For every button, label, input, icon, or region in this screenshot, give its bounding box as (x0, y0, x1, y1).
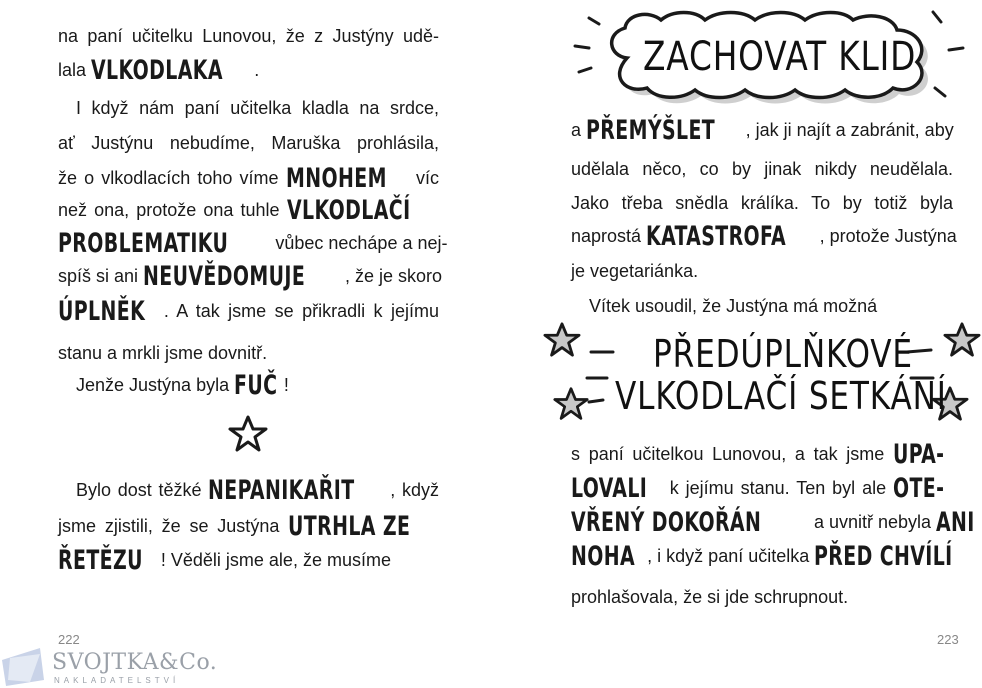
text-run: . A tak jsme se přikradli k jejímu (163, 301, 439, 321)
text-line (76, 476, 439, 505)
text-run: že o vlkodlacích toho víme (58, 168, 286, 188)
handwritten-word: UTRHLA ZE (288, 511, 411, 542)
handwritten-word: NOHA (571, 541, 636, 572)
text-line (571, 474, 953, 503)
text-run: , že je skoro (345, 266, 443, 286)
handwritten-word: MNOHEM (285, 163, 387, 194)
text-line (58, 56, 259, 85)
handwritten-word: NEPANIKAŘIT (208, 475, 355, 506)
text-run: Bylo dost těžké (76, 480, 209, 500)
text-run: , i když paní učitelka (647, 546, 815, 566)
text-run: , protože Justýna (819, 226, 957, 246)
text-run: udělala něco, co by jinak nikdy neudělala. (571, 159, 953, 179)
handwritten-word: NEUVĚDOMUJE (143, 261, 306, 292)
text-run: . (254, 60, 260, 80)
text-run: na paní učitelku Lunovou, že z Justýny udě- (58, 26, 439, 46)
text-line (58, 196, 439, 225)
text-run: ať Justýnu nebudíme, Maruška prohlásila, (58, 133, 439, 153)
text-line (58, 22, 439, 50)
text-line (76, 371, 289, 400)
text-line (571, 189, 953, 217)
handwritten-word: PROBLEMATIKU (58, 228, 229, 259)
publisher-subtitle: NAKLADATELSTVÍ (54, 676, 180, 685)
text-run: Vítek usoudil, že Justýna má možná (589, 296, 878, 316)
star-icon (943, 322, 981, 358)
text-run: než ona, protože ona tuhle (58, 200, 287, 220)
text-run: s paní učitelkou Lunovou, a tak jsme (571, 444, 893, 464)
text-run: , jak ji najít a zabránit, aby (745, 120, 954, 140)
page-number-right: 223 (937, 632, 959, 647)
text-line (571, 507, 975, 538)
text-line (58, 228, 448, 259)
handwritten-word: ANI (936, 507, 975, 538)
star-icon (228, 415, 268, 453)
text-run: víc (408, 168, 439, 188)
text-line (571, 440, 953, 469)
text-run: a (571, 120, 587, 140)
text-run: k jejímu stanu. Ten byl ale (662, 478, 894, 498)
handwritten-word: LOVALI (571, 473, 648, 504)
text-run: je vegetariánka. (571, 261, 699, 281)
publisher-name: SVOJTKA&Co. (52, 650, 218, 675)
page-number-left: 222 (58, 632, 80, 647)
text-run: , když (390, 480, 439, 500)
text-run: jsme zjistili, že se Justýna (58, 516, 289, 536)
star-icon (543, 322, 581, 358)
text-line (571, 542, 953, 571)
text-run: Jako třeba snědla králíka. To by totiž byla (571, 193, 953, 213)
text-line (571, 155, 953, 183)
text-run: spíš si ani (58, 266, 144, 286)
text-run: Jenže Justýna byla (76, 375, 235, 395)
text-run: prohlašovala, že si jde schrupnout. (571, 587, 849, 607)
handwritten-word: VLKODLAČÍ (286, 195, 411, 226)
handwritten-word: PŘED CHVÍLÍ (814, 541, 953, 572)
text-line (58, 129, 439, 157)
text-run: a uvnitř nebyla (808, 512, 937, 532)
text-run: I když nám paní učitelka kladla na srdce, (76, 98, 439, 118)
text-run: naprostá (571, 226, 647, 246)
text-line (58, 339, 267, 367)
handwritten-word: VLKODLAKA (91, 55, 223, 86)
handwritten-word: PŘEMÝŠLET (586, 115, 716, 146)
text-run: ! Věděli jsme ale, že musíme (160, 550, 391, 570)
text-line (571, 257, 698, 285)
heading-zachovat-klid: ZACHOVAT KLID (643, 34, 917, 80)
handwritten-word: VŘENÝ DOKOŘÁN (571, 507, 762, 538)
text-run: lala (58, 60, 92, 80)
handwritten-word: ŘETĚZU (58, 545, 143, 576)
handwritten-word: UPA- (893, 439, 945, 470)
text-run: vůbec nechápe a nej- (270, 233, 448, 253)
text-line (589, 292, 877, 320)
text-line (58, 261, 443, 292)
handwritten-word: KATASTROFA (646, 221, 787, 252)
text-line (571, 221, 957, 252)
handwritten-word: ÚPLNĚK (58, 296, 146, 327)
heading-predupln: PŘEDÚPLŇKOVÉ (653, 332, 913, 376)
text-line (76, 94, 439, 122)
text-line (58, 546, 391, 575)
text-line (58, 164, 439, 193)
text-run: stanu a mrkli jsme dovnitř. (58, 343, 268, 363)
text-line (58, 297, 439, 326)
handwritten-word: FUČ (234, 370, 278, 401)
text-line (58, 512, 439, 541)
text-line (571, 116, 953, 145)
right-page (491, 0, 982, 688)
text-run: ! (283, 375, 289, 395)
handwritten-word: OTE- (893, 473, 945, 504)
text-line (571, 583, 848, 611)
heading-setkani: VLKODLAČÍ SETKÁNÍ (615, 374, 947, 418)
